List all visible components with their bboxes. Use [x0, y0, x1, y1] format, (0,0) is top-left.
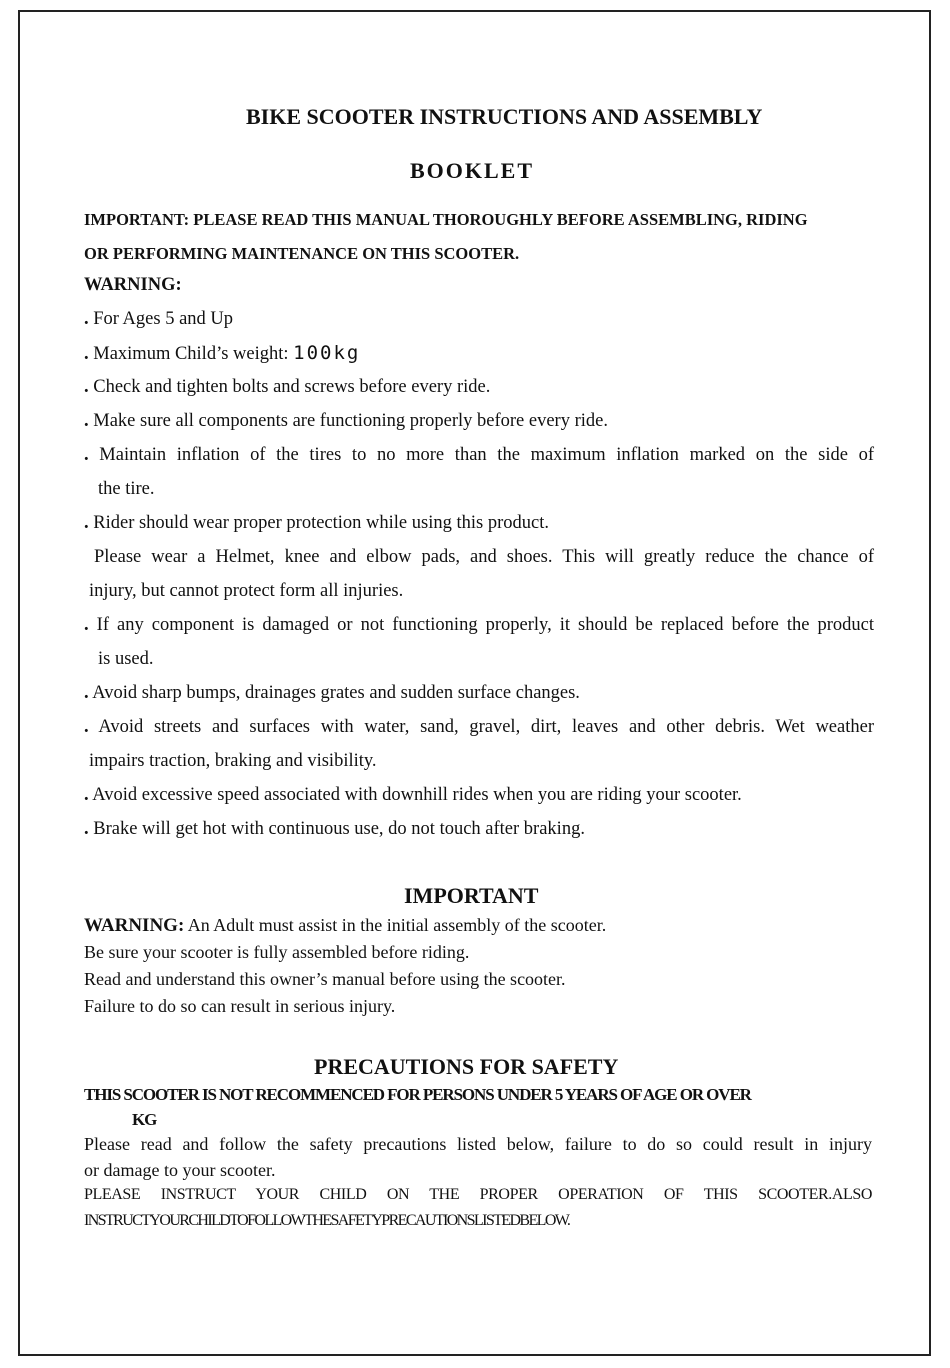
- bullet-dot: .: [84, 785, 89, 805]
- precautions-bold-line1: THIS SCOOTER IS NOT RECOMMENCED FOR PERSONS UNDER 5 YEARS OF AGE OR OVER: [84, 1085, 751, 1104]
- warning-item-text: Maintain inflation of the tires to no more than the maximum inflation marked on the side of: [99, 445, 875, 465]
- precautions-text-line1: Please read and follow the safety precautions listed below, failure to do so could result in injury: [84, 1134, 872, 1154]
- important-notice-line1: IMPORTANT: PLEASE READ THIS MANUAL THOROUGHLY BEFORE ASSEMBLING, RIDING: [84, 210, 808, 229]
- warning-item-text: Avoid excessive speed associated with downhill rides when you are riding your scooter.: [92, 785, 742, 805]
- warning-item-damaged: [84, 615, 874, 636]
- warning-item-helmet: Please wear a Helmet, knee and elbow pads, and shoes. This will greatly reduce the chance of: [94, 547, 874, 567]
- bullet-dot: .: [84, 309, 89, 329]
- bullet-dot: .: [84, 377, 89, 397]
- warning-item-text: Brake will get hot with continuous use, do not touch after braking.: [93, 819, 585, 839]
- warning-item-ages: [84, 309, 874, 330]
- warning-item-text: Maximum Child’s weight:: [93, 344, 289, 364]
- warning-item-text: Check and tighten bolts and screws before every ride.: [93, 377, 491, 397]
- document-title-line2: BOOKLET: [410, 158, 535, 183]
- warning-item-bolts: [84, 377, 874, 398]
- warning-item-text: Avoid streets and surfaces with water, sand, gravel, dirt, leaves and other debris. Wet weather: [98, 717, 874, 737]
- important-line-injury: Failure to do so can result in serious injury.: [84, 996, 396, 1016]
- important-heading: IMPORTANT: [404, 883, 539, 908]
- bullet-dot: .: [84, 411, 89, 431]
- bullet-dot: .: [84, 819, 89, 839]
- bullet-dot: .: [84, 683, 89, 703]
- warning-item-text: Rider should wear proper protection while using this product.: [93, 513, 549, 533]
- warning-item-surfaces-cont: impairs traction, braking and visibility.: [89, 751, 377, 771]
- warning-item-helmet-cont: injury, but cannot protect form all injuries.: [89, 581, 404, 601]
- warning-item-text: If any component is damaged or not functioning properly, it should be replaced before the product: [96, 615, 874, 635]
- bullet-dot: .: [84, 717, 89, 737]
- warning-item-damaged-cont: is used.: [98, 649, 154, 669]
- precautions-caps-line2: INSTRUCTYOURCHILDTOFOLLOWTHESAFETYPRECAUTIONSLISTEDBELOW.: [84, 1212, 570, 1229]
- precautions-caps-line1: PLEASE INSTRUCT YOUR CHILD ON THE PROPER OPERATION OF THIS SCOOTER.ALSO: [84, 1186, 872, 1203]
- warning-item-text: Make sure all components are functioning properly before every ride.: [93, 411, 608, 431]
- warning-item-inflation-cont: the tire.: [98, 479, 155, 499]
- document-page: [18, 10, 931, 1356]
- warning-item-text: Avoid sharp bumps, drainages grates and sudden surface changes.: [92, 683, 580, 703]
- precautions-text-line2: or damage to your scooter.: [84, 1160, 276, 1180]
- bullet-dot: .: [84, 615, 89, 635]
- warning-label: WARNING:: [84, 275, 182, 295]
- warning-item-max-weight: [84, 342, 874, 365]
- max-weight-value: 100kg: [293, 342, 361, 364]
- bullet-dot: .: [84, 445, 89, 465]
- warning-item-components: [84, 411, 874, 432]
- precautions-bold-line2: KG: [132, 1110, 157, 1129]
- bullet-dot: .: [84, 513, 89, 533]
- important-warning-label: WARNING:: [84, 915, 185, 936]
- warning-item-inflation: [84, 445, 874, 466]
- important-notice-line2: OR PERFORMING MAINTENANCE ON THIS SCOOTER.: [84, 244, 520, 263]
- document-title-line1: BIKE SCOOTER INSTRUCTIONS AND ASSEMBLY: [246, 104, 763, 129]
- important-line-manual: Read and understand this owner’s manual before using the scooter.: [84, 969, 566, 989]
- warning-item-speed: [84, 785, 874, 806]
- warning-item-brake: [84, 819, 874, 840]
- warning-item-bumps: [84, 683, 874, 704]
- important-warning-line: [84, 915, 606, 937]
- bullet-dot: .: [84, 344, 89, 364]
- important-warning-text: An Adult must assist in the initial assembly of the scooter.: [184, 915, 607, 935]
- warning-item-text: For Ages 5 and Up: [93, 309, 234, 329]
- precautions-heading: PRECAUTIONS FOR SAFETY: [314, 1054, 619, 1079]
- warning-item-protection: [84, 513, 874, 534]
- important-line-assembled: Be sure your scooter is fully assembled before riding.: [84, 942, 470, 962]
- warning-item-surfaces: [84, 717, 874, 738]
